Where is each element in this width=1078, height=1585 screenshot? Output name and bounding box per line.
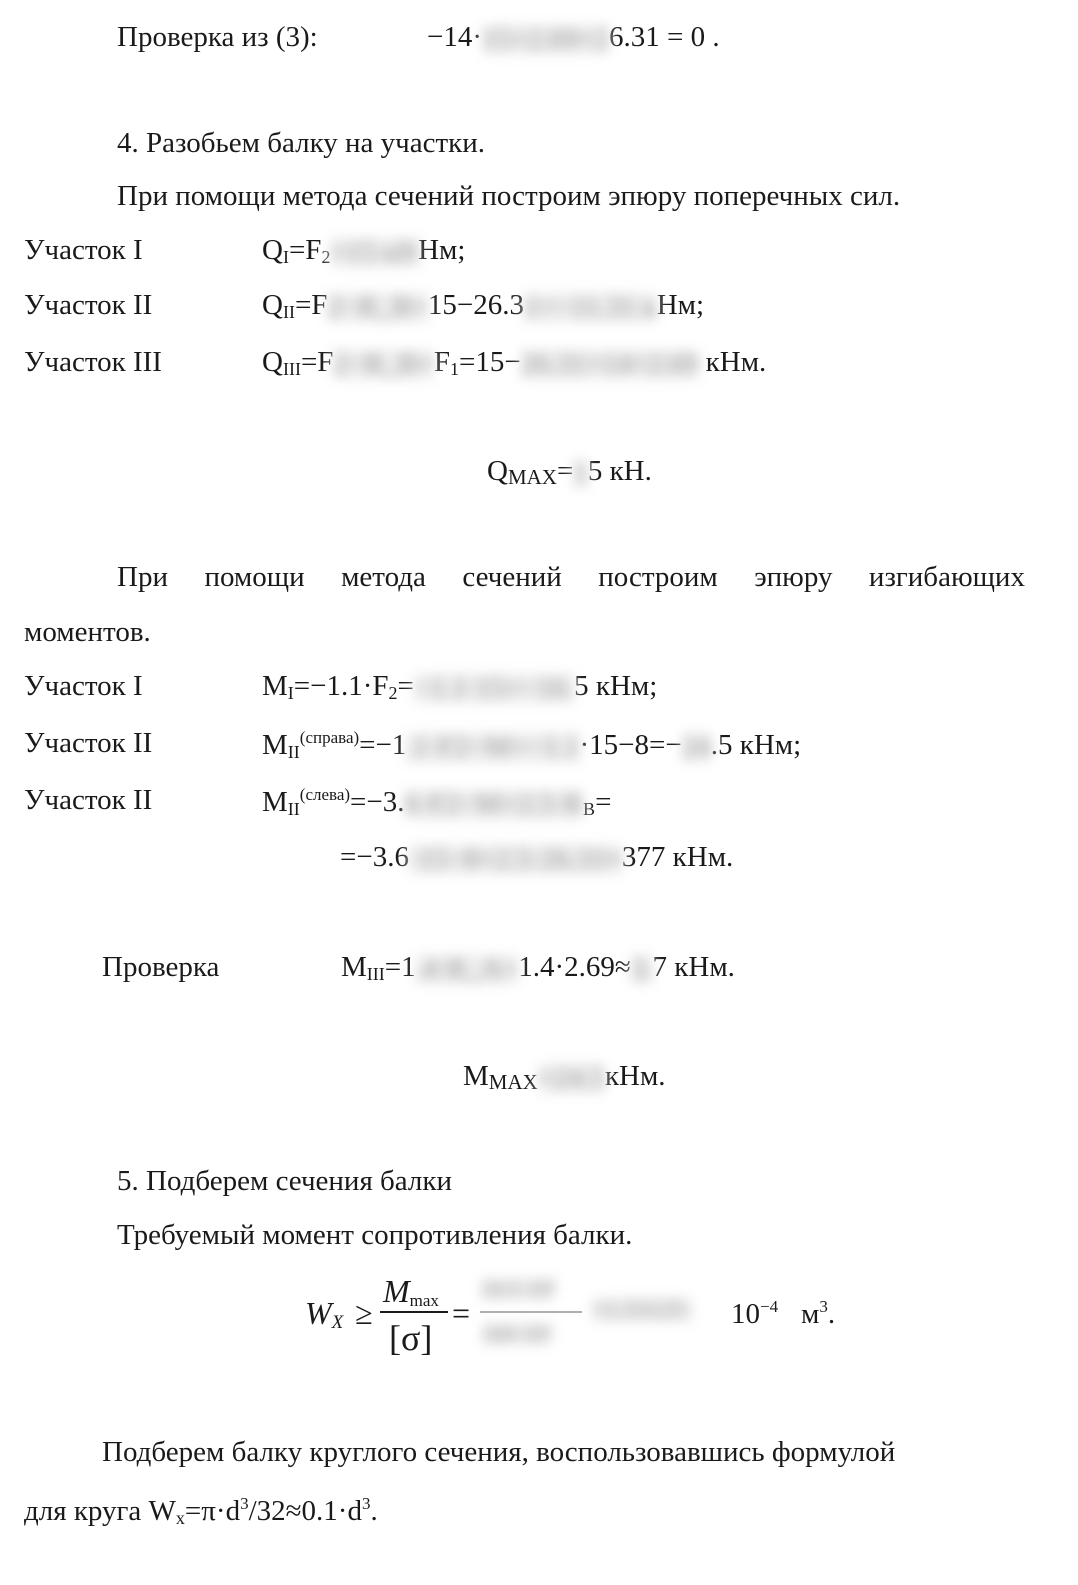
redacted-value: 15+2.69+2 xyxy=(482,22,609,55)
redacted-value: 2−R_B+ xyxy=(333,347,434,380)
formula-denominator: [σ] xyxy=(389,1318,433,1358)
redacted-value: 26.31+14=2.69 xyxy=(520,347,699,380)
section-4-heading: 4. Разобьем балку на участки. xyxy=(117,127,486,159)
moment-intro-line-1: При помощи метода сечений построим эпюру изгибающих xyxy=(117,561,1025,593)
moment-row-2-formula: $M_{II}^{(справа)}=-1.1\cdot F2-M=-1.1\cdot 15-8=-24.5$ кНм; xyxy=(262,728,802,763)
moment-row-2-label: Участок II xyxy=(24,727,153,759)
redacted-denominator: 160·10⁶ xyxy=(482,1321,552,1346)
redacted-value: .1·F2−M=−1.1 xyxy=(406,730,580,763)
moment-continuation: =−3.6·15−8+2.5·26.31≈377 кНм. xyxy=(340,841,734,875)
formula-lhs: $W_X$ xyxy=(305,1295,344,1333)
circle-section-text-1: Подберем балку круглого сечения, воспользовавшись формулой xyxy=(102,1436,896,1468)
shear-intro: При помощи метода сечений построим эпюру поперечных сил. xyxy=(117,180,901,212)
moment-intro-line-2: моментов. xyxy=(24,616,151,648)
mmax-result: $M_{MAX}=24.5кНм$. xyxy=(463,1060,666,1094)
formula-equals: = xyxy=(452,1295,471,1331)
shear-row-3-label: Участок III xyxy=(24,346,162,378)
redacted-value: 1 xyxy=(573,456,588,489)
moment-check-label: Проверка xyxy=(102,951,220,983)
redacted-numerator: 24.5·10³ xyxy=(481,1276,556,1301)
moment-row-1-formula: $M_I=-1.1\cdot F_2=-1.1\cdot 15=-16.5$ кНм; xyxy=(262,670,658,704)
qmax-result: $Q_{MAX}=15$ кН. xyxy=(487,455,652,489)
shear-row-1-label: Участок I xyxy=(24,234,143,266)
redacted-result: =1.53125· xyxy=(592,1297,692,1323)
redacted-value: ·15−8+2.5·26.31≈ xyxy=(408,842,622,875)
moment-row-3-formula: $M_{II}^{(слева)}=-3.6\cdot F2-M+2.5\cdot R_B=$ xyxy=(262,785,612,820)
formula-numerator: $M_{max}$ xyxy=(383,1273,439,1310)
redacted-value: 1=−11.31 к xyxy=(523,290,657,323)
shear-row-3-formula: $Q_{III}=F2-R\_B+F_1=15-26.31+14=2.69$ кНм. xyxy=(262,346,767,380)
moment-row-1-label: Участок I xyxy=(24,670,143,702)
redacted-value: 24 xyxy=(681,730,711,763)
moment-row-3-label: Участок II xyxy=(24,784,153,816)
check-equation: −14·15+2.69+26.31 = 0 . xyxy=(427,21,720,55)
redacted-fraction-bar xyxy=(480,1311,582,1313)
redacted-value: −1.1·15=−16. xyxy=(413,671,575,704)
formula-unit: $м^3$. xyxy=(801,1297,836,1330)
redacted-value: 6·F2−M+2.5·R xyxy=(404,787,584,820)
redacted-value: 3. xyxy=(630,952,653,985)
redacted-value: 2−R_B= xyxy=(327,290,428,323)
moment-check-formula: $M_{III}=1.4\cdot R\_A=1.4\cdot 2.69\approx 3.7$ кНм. xyxy=(341,951,735,985)
section-5-intro: Требуемый момент сопротивления балки. xyxy=(117,1219,633,1251)
formula-ge: ≥ xyxy=(355,1295,373,1331)
shear-row-1-formula: $Q_I=F_2=15$ кННм; xyxy=(262,234,466,268)
circle-section-text-2: для круга $W_x=\pi\cdot d^3/32\approx 0.1\cdot d^3$. xyxy=(24,1494,378,1528)
section-5-heading: 5. Подберем сечения балки xyxy=(117,1165,453,1197)
formula-fraction-bar xyxy=(380,1311,448,1313)
shear-row-2-label: Участок II xyxy=(24,289,153,321)
redacted-value: =15 кН xyxy=(330,235,419,268)
redacted-value: =24.5 xyxy=(537,1061,605,1094)
shear-row-2-formula: $Q_{II}=F2-R\_B=15-26.31=-11.31$ кНм; xyxy=(262,289,705,323)
check-label: Проверка из (3): xyxy=(117,21,318,53)
redacted-value: .4·R_A= xyxy=(415,952,519,985)
formula-power: $10^{-4}$ xyxy=(731,1297,779,1330)
